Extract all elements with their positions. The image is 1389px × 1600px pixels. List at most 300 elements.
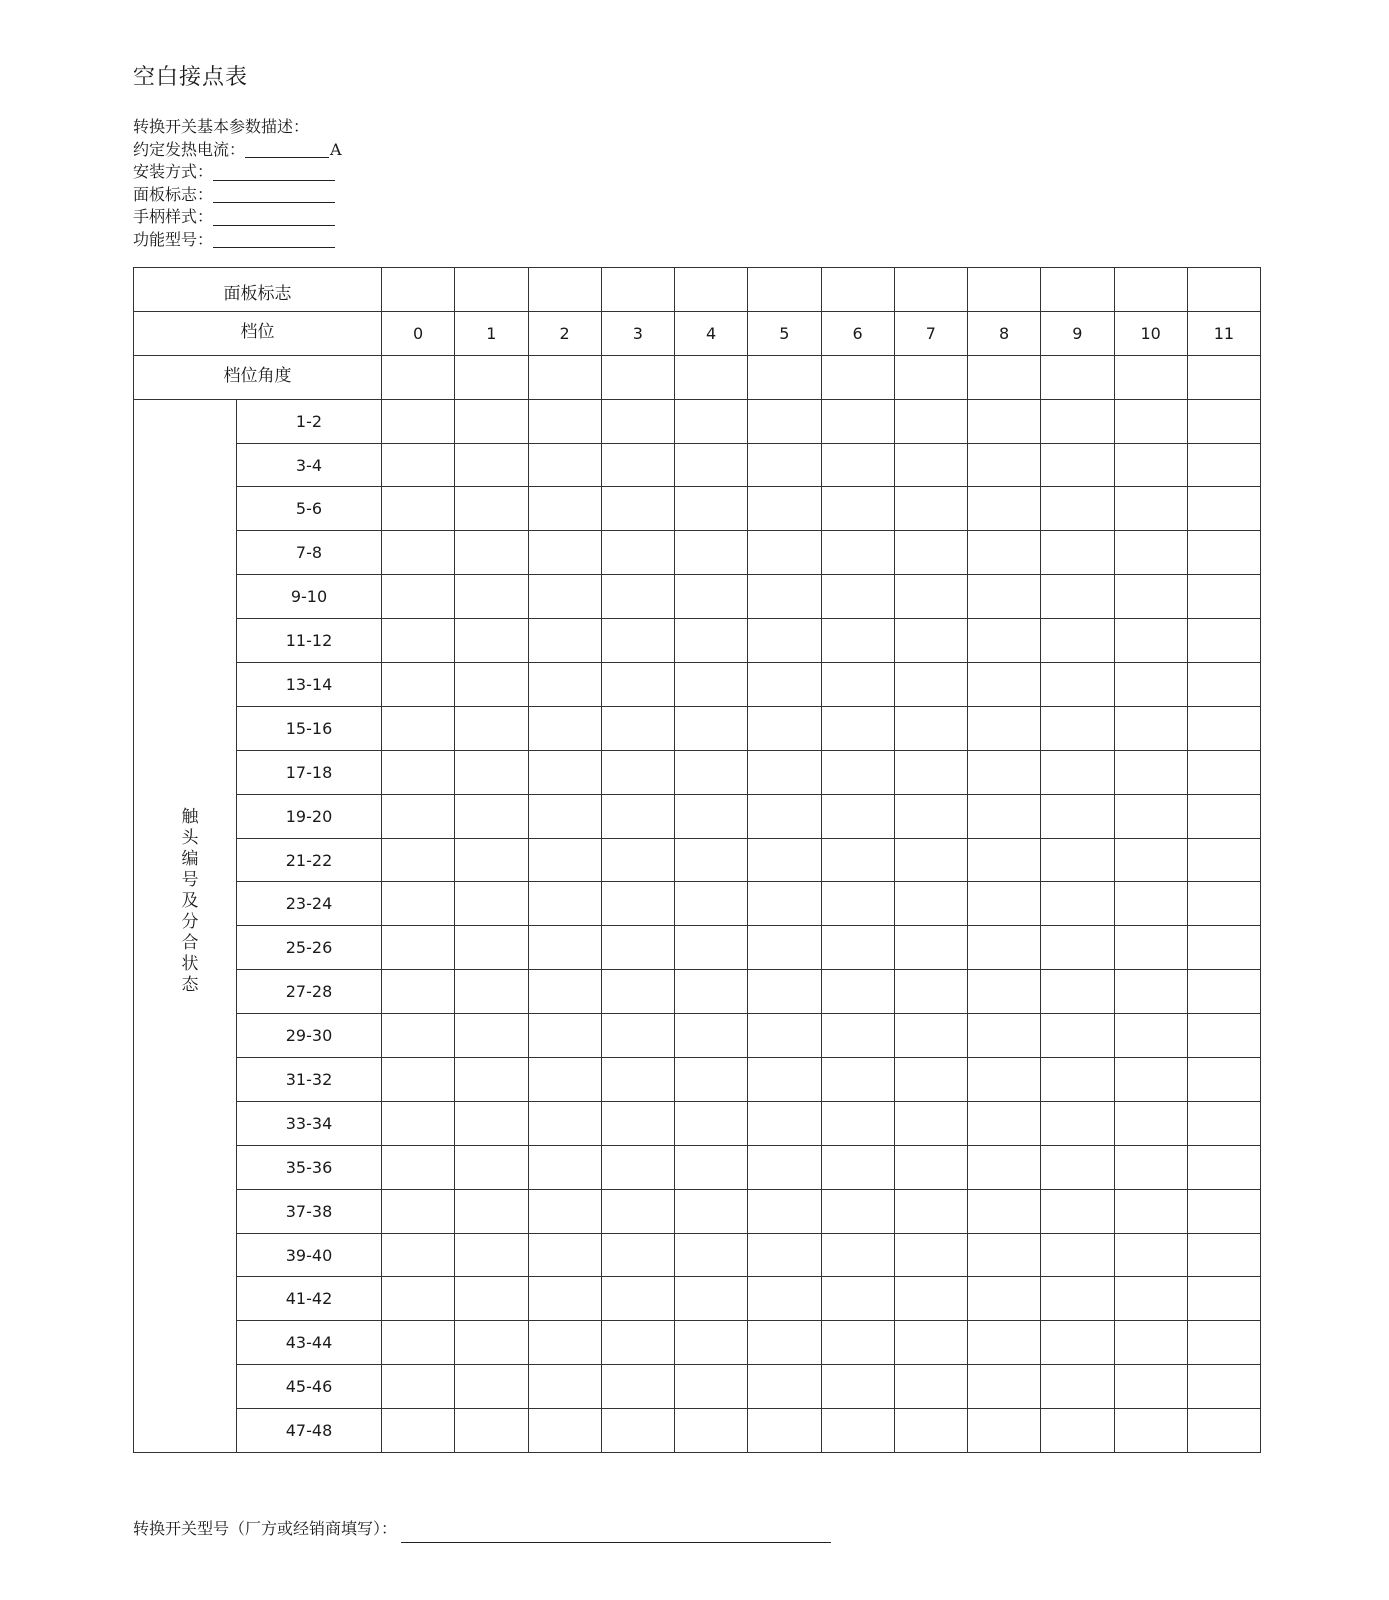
contact-state-cell[interactable] — [455, 838, 528, 882]
contact-state-cell[interactable] — [601, 1145, 674, 1189]
panel-mark-cell[interactable] — [1187, 268, 1260, 312]
contact-state-cell[interactable] — [528, 487, 601, 531]
contact-state-cell[interactable] — [1187, 970, 1260, 1014]
contact-state-cell[interactable] — [675, 1145, 748, 1189]
contact-state-cell[interactable] — [1114, 970, 1187, 1014]
contact-state-cell[interactable] — [968, 1277, 1041, 1321]
contact-state-cell[interactable] — [675, 663, 748, 707]
contact-state-cell[interactable] — [382, 1277, 455, 1321]
contact-state-cell[interactable] — [894, 750, 967, 794]
contact-state-cell[interactable] — [821, 794, 894, 838]
contact-state-cell[interactable] — [382, 1321, 455, 1365]
contact-state-cell[interactable] — [455, 794, 528, 838]
contact-state-cell[interactable] — [1187, 399, 1260, 443]
contact-state-cell[interactable] — [968, 1321, 1041, 1365]
contact-state-cell[interactable] — [601, 1409, 674, 1453]
contact-state-cell[interactable] — [968, 970, 1041, 1014]
contact-state-cell[interactable] — [1114, 531, 1187, 575]
contact-state-cell[interactable] — [601, 1321, 674, 1365]
contact-state-cell[interactable] — [601, 1101, 674, 1145]
contact-state-cell[interactable] — [382, 531, 455, 575]
contact-state-cell[interactable] — [455, 750, 528, 794]
contact-state-cell[interactable] — [601, 750, 674, 794]
contact-state-cell[interactable] — [821, 443, 894, 487]
contact-state-cell[interactable] — [1114, 1409, 1187, 1453]
contact-state-cell[interactable] — [675, 1277, 748, 1321]
contact-state-cell[interactable] — [748, 575, 821, 619]
contact-state-cell[interactable] — [675, 575, 748, 619]
contact-state-cell[interactable] — [675, 1189, 748, 1233]
contact-state-cell[interactable] — [382, 838, 455, 882]
contact-state-cell[interactable] — [968, 443, 1041, 487]
contact-state-cell[interactable] — [1041, 750, 1114, 794]
contact-state-cell[interactable] — [675, 706, 748, 750]
contact-state-cell[interactable] — [1187, 1014, 1260, 1058]
contact-state-cell[interactable] — [1114, 575, 1187, 619]
contact-state-cell[interactable] — [894, 1277, 967, 1321]
contact-state-cell[interactable] — [821, 1277, 894, 1321]
contact-state-cell[interactable] — [528, 531, 601, 575]
contact-state-cell[interactable] — [894, 1365, 967, 1409]
contact-state-cell[interactable] — [748, 706, 821, 750]
panel-mark-cell[interactable] — [1041, 268, 1114, 312]
contact-state-cell[interactable] — [1041, 794, 1114, 838]
contact-state-cell[interactable] — [894, 1233, 967, 1277]
contact-state-cell[interactable] — [1187, 1189, 1260, 1233]
contact-state-cell[interactable] — [528, 706, 601, 750]
contact-state-cell[interactable] — [528, 1014, 601, 1058]
panel-mark-cell[interactable] — [601, 268, 674, 312]
contact-state-cell[interactable] — [675, 619, 748, 663]
contact-state-cell[interactable] — [748, 970, 821, 1014]
contact-state-cell[interactable] — [1187, 706, 1260, 750]
contact-state-cell[interactable] — [455, 663, 528, 707]
contact-state-cell[interactable] — [894, 1058, 967, 1102]
contact-state-cell[interactable] — [1187, 794, 1260, 838]
contact-state-cell[interactable] — [894, 838, 967, 882]
contact-state-cell[interactable] — [601, 794, 674, 838]
contact-state-cell[interactable] — [821, 1189, 894, 1233]
contact-state-cell[interactable] — [601, 1277, 674, 1321]
contact-state-cell[interactable] — [528, 1365, 601, 1409]
contact-state-cell[interactable] — [1187, 575, 1260, 619]
mounting-field[interactable] — [213, 162, 335, 181]
contact-state-cell[interactable] — [455, 706, 528, 750]
contact-state-cell[interactable] — [968, 1101, 1041, 1145]
contact-state-cell[interactable] — [968, 487, 1041, 531]
contact-state-cell[interactable] — [1114, 443, 1187, 487]
contact-state-cell[interactable] — [1114, 1145, 1187, 1189]
contact-state-cell[interactable] — [528, 838, 601, 882]
contact-state-cell[interactable] — [382, 575, 455, 619]
panel-mark-cell[interactable] — [528, 268, 601, 312]
rated-current-field[interactable] — [245, 139, 329, 158]
contact-state-cell[interactable] — [821, 882, 894, 926]
contact-state-cell[interactable] — [601, 531, 674, 575]
contact-state-cell[interactable] — [528, 575, 601, 619]
contact-state-cell[interactable] — [821, 926, 894, 970]
contact-state-cell[interactable] — [821, 1233, 894, 1277]
contact-state-cell[interactable] — [821, 1365, 894, 1409]
contact-state-cell[interactable] — [528, 619, 601, 663]
contact-state-cell[interactable] — [1041, 399, 1114, 443]
contact-state-cell[interactable] — [675, 1014, 748, 1058]
contact-state-cell[interactable] — [968, 1014, 1041, 1058]
contact-state-cell[interactable] — [675, 399, 748, 443]
contact-state-cell[interactable] — [1187, 1101, 1260, 1145]
contact-state-cell[interactable] — [968, 1233, 1041, 1277]
contact-state-cell[interactable] — [601, 619, 674, 663]
contact-state-cell[interactable] — [528, 926, 601, 970]
contact-state-cell[interactable] — [821, 706, 894, 750]
contact-state-cell[interactable] — [382, 1409, 455, 1453]
contact-state-cell[interactable] — [748, 399, 821, 443]
contact-state-cell[interactable] — [1114, 1014, 1187, 1058]
angle-cell[interactable] — [675, 355, 748, 399]
panel-mark-cell[interactable] — [748, 268, 821, 312]
contact-state-cell[interactable] — [821, 838, 894, 882]
contact-state-cell[interactable] — [968, 750, 1041, 794]
contact-state-cell[interactable] — [455, 1101, 528, 1145]
contact-state-cell[interactable] — [1187, 1233, 1260, 1277]
contact-state-cell[interactable] — [1114, 619, 1187, 663]
contact-state-cell[interactable] — [1114, 1321, 1187, 1365]
contact-state-cell[interactable] — [382, 1233, 455, 1277]
contact-state-cell[interactable] — [455, 575, 528, 619]
contact-state-cell[interactable] — [1187, 619, 1260, 663]
contact-state-cell[interactable] — [1187, 1145, 1260, 1189]
angle-cell[interactable] — [821, 355, 894, 399]
contact-state-cell[interactable] — [382, 1189, 455, 1233]
contact-state-cell[interactable] — [894, 882, 967, 926]
contact-state-cell[interactable] — [455, 926, 528, 970]
panel-mark-cell[interactable] — [1114, 268, 1187, 312]
contact-state-cell[interactable] — [675, 750, 748, 794]
contact-state-cell[interactable] — [821, 1321, 894, 1365]
contact-state-cell[interactable] — [382, 487, 455, 531]
contact-state-cell[interactable] — [821, 663, 894, 707]
panel-mark-cell[interactable] — [968, 268, 1041, 312]
contact-state-cell[interactable] — [894, 1189, 967, 1233]
angle-cell[interactable] — [748, 355, 821, 399]
contact-state-cell[interactable] — [601, 970, 674, 1014]
contact-state-cell[interactable] — [455, 970, 528, 1014]
contact-state-cell[interactable] — [894, 926, 967, 970]
contact-state-cell[interactable] — [821, 531, 894, 575]
contact-state-cell[interactable] — [675, 970, 748, 1014]
contact-state-cell[interactable] — [528, 1233, 601, 1277]
contact-state-cell[interactable] — [894, 619, 967, 663]
contact-state-cell[interactable] — [455, 1409, 528, 1453]
contact-state-cell[interactable] — [601, 706, 674, 750]
contact-state-cell[interactable] — [675, 443, 748, 487]
contact-state-cell[interactable] — [748, 1321, 821, 1365]
function-model-field[interactable] — [213, 229, 335, 248]
contact-state-cell[interactable] — [1187, 750, 1260, 794]
contact-state-cell[interactable] — [968, 663, 1041, 707]
contact-state-cell[interactable] — [675, 1058, 748, 1102]
contact-state-cell[interactable] — [601, 399, 674, 443]
contact-state-cell[interactable] — [748, 750, 821, 794]
contact-state-cell[interactable] — [1041, 1145, 1114, 1189]
contact-state-cell[interactable] — [1041, 1233, 1114, 1277]
contact-state-cell[interactable] — [821, 750, 894, 794]
contact-state-cell[interactable] — [382, 619, 455, 663]
contact-state-cell[interactable] — [1041, 531, 1114, 575]
contact-state-cell[interactable] — [748, 882, 821, 926]
contact-state-cell[interactable] — [601, 1233, 674, 1277]
contact-state-cell[interactable] — [968, 1058, 1041, 1102]
contact-state-cell[interactable] — [382, 663, 455, 707]
contact-state-cell[interactable] — [455, 1321, 528, 1365]
contact-state-cell[interactable] — [675, 1409, 748, 1453]
contact-state-cell[interactable] — [601, 1058, 674, 1102]
contact-state-cell[interactable] — [675, 1101, 748, 1145]
angle-cell[interactable] — [601, 355, 674, 399]
contact-state-cell[interactable] — [821, 1145, 894, 1189]
angle-cell[interactable] — [1187, 355, 1260, 399]
contact-state-cell[interactable] — [382, 399, 455, 443]
contact-state-cell[interactable] — [1041, 1277, 1114, 1321]
contact-state-cell[interactable] — [894, 399, 967, 443]
contact-state-cell[interactable] — [528, 399, 601, 443]
contact-state-cell[interactable] — [1114, 926, 1187, 970]
contact-state-cell[interactable] — [821, 619, 894, 663]
contact-state-cell[interactable] — [894, 443, 967, 487]
contact-state-cell[interactable] — [748, 619, 821, 663]
contact-state-cell[interactable] — [675, 531, 748, 575]
contact-state-cell[interactable] — [1187, 487, 1260, 531]
panel-mark-cell[interactable] — [675, 268, 748, 312]
contact-state-cell[interactable] — [1187, 1277, 1260, 1321]
contact-state-cell[interactable] — [1041, 619, 1114, 663]
contact-state-cell[interactable] — [821, 1058, 894, 1102]
contact-state-cell[interactable] — [968, 1409, 1041, 1453]
contact-state-cell[interactable] — [528, 882, 601, 926]
contact-state-cell[interactable] — [1041, 1058, 1114, 1102]
contact-state-cell[interactable] — [894, 970, 967, 1014]
contact-state-cell[interactable] — [455, 1189, 528, 1233]
panel-mark-cell[interactable] — [821, 268, 894, 312]
contact-state-cell[interactable] — [382, 1365, 455, 1409]
contact-state-cell[interactable] — [968, 575, 1041, 619]
contact-state-cell[interactable] — [601, 1365, 674, 1409]
contact-state-cell[interactable] — [382, 750, 455, 794]
contact-state-cell[interactable] — [382, 706, 455, 750]
contact-state-cell[interactable] — [601, 882, 674, 926]
contact-state-cell[interactable] — [1187, 1409, 1260, 1453]
contact-state-cell[interactable] — [748, 1014, 821, 1058]
contact-state-cell[interactable] — [1187, 1321, 1260, 1365]
handle-style-field[interactable] — [213, 207, 335, 226]
contact-state-cell[interactable] — [528, 970, 601, 1014]
angle-cell[interactable] — [455, 355, 528, 399]
contact-state-cell[interactable] — [601, 1014, 674, 1058]
contact-state-cell[interactable] — [382, 794, 455, 838]
contact-state-cell[interactable] — [968, 619, 1041, 663]
contact-state-cell[interactable] — [382, 1058, 455, 1102]
contact-state-cell[interactable] — [894, 1145, 967, 1189]
contact-state-cell[interactable] — [675, 1365, 748, 1409]
contact-state-cell[interactable] — [455, 1014, 528, 1058]
contact-state-cell[interactable] — [601, 1189, 674, 1233]
contact-state-cell[interactable] — [1041, 838, 1114, 882]
contact-state-cell[interactable] — [528, 1058, 601, 1102]
contact-state-cell[interactable] — [1187, 1058, 1260, 1102]
contact-state-cell[interactable] — [748, 1365, 821, 1409]
contact-state-cell[interactable] — [968, 531, 1041, 575]
contact-state-cell[interactable] — [528, 1189, 601, 1233]
contact-state-cell[interactable] — [748, 1277, 821, 1321]
contact-state-cell[interactable] — [1041, 1409, 1114, 1453]
angle-cell[interactable] — [528, 355, 601, 399]
contact-state-cell[interactable] — [1114, 663, 1187, 707]
contact-state-cell[interactable] — [382, 1014, 455, 1058]
contact-state-cell[interactable] — [821, 487, 894, 531]
contact-state-cell[interactable] — [455, 1145, 528, 1189]
contact-state-cell[interactable] — [748, 663, 821, 707]
contact-state-cell[interactable] — [455, 1058, 528, 1102]
contact-state-cell[interactable] — [382, 926, 455, 970]
contact-state-cell[interactable] — [601, 663, 674, 707]
contact-state-cell[interactable] — [821, 1014, 894, 1058]
contact-state-cell[interactable] — [968, 1365, 1041, 1409]
contact-state-cell[interactable] — [748, 1058, 821, 1102]
contact-state-cell[interactable] — [601, 575, 674, 619]
contact-state-cell[interactable] — [528, 1321, 601, 1365]
contact-state-cell[interactable] — [601, 926, 674, 970]
contact-state-cell[interactable] — [675, 926, 748, 970]
contact-state-cell[interactable] — [1187, 838, 1260, 882]
contact-state-cell[interactable] — [382, 970, 455, 1014]
contact-state-cell[interactable] — [1187, 531, 1260, 575]
contact-state-cell[interactable] — [894, 794, 967, 838]
contact-state-cell[interactable] — [1187, 1365, 1260, 1409]
contact-state-cell[interactable] — [748, 838, 821, 882]
contact-state-cell[interactable] — [675, 882, 748, 926]
contact-state-cell[interactable] — [1041, 1014, 1114, 1058]
contact-state-cell[interactable] — [968, 926, 1041, 970]
contact-state-cell[interactable] — [1114, 399, 1187, 443]
contact-state-cell[interactable] — [894, 1321, 967, 1365]
contact-state-cell[interactable] — [968, 1145, 1041, 1189]
angle-cell[interactable] — [382, 355, 455, 399]
contact-state-cell[interactable] — [748, 487, 821, 531]
contact-state-cell[interactable] — [528, 1145, 601, 1189]
contact-state-cell[interactable] — [1041, 706, 1114, 750]
contact-state-cell[interactable] — [894, 1409, 967, 1453]
contact-state-cell[interactable] — [894, 575, 967, 619]
contact-state-cell[interactable] — [1041, 1189, 1114, 1233]
contact-state-cell[interactable] — [1041, 487, 1114, 531]
contact-state-cell[interactable] — [821, 399, 894, 443]
contact-state-cell[interactable] — [894, 531, 967, 575]
contact-state-cell[interactable] — [455, 882, 528, 926]
contact-state-cell[interactable] — [455, 487, 528, 531]
contact-state-cell[interactable] — [894, 706, 967, 750]
contact-state-cell[interactable] — [455, 443, 528, 487]
contact-state-cell[interactable] — [675, 838, 748, 882]
contact-state-cell[interactable] — [455, 531, 528, 575]
contact-state-cell[interactable] — [675, 1321, 748, 1365]
contact-state-cell[interactable] — [1114, 838, 1187, 882]
contact-state-cell[interactable] — [1041, 575, 1114, 619]
contact-state-cell[interactable] — [528, 443, 601, 487]
panel-mark-field[interactable] — [213, 184, 335, 203]
contact-state-cell[interactable] — [455, 1277, 528, 1321]
contact-state-cell[interactable] — [748, 443, 821, 487]
contact-state-cell[interactable] — [675, 794, 748, 838]
contact-state-cell[interactable] — [601, 487, 674, 531]
contact-state-cell[interactable] — [1114, 1365, 1187, 1409]
contact-state-cell[interactable] — [675, 1233, 748, 1277]
contact-state-cell[interactable] — [894, 1101, 967, 1145]
contact-state-cell[interactable] — [748, 1409, 821, 1453]
contact-state-cell[interactable] — [1114, 706, 1187, 750]
angle-cell[interactable] — [1041, 355, 1114, 399]
contact-state-cell[interactable] — [528, 1101, 601, 1145]
contact-state-cell[interactable] — [968, 882, 1041, 926]
contact-state-cell[interactable] — [1041, 1321, 1114, 1365]
angle-cell[interactable] — [968, 355, 1041, 399]
contact-state-cell[interactable] — [1114, 1101, 1187, 1145]
contact-state-cell[interactable] — [382, 443, 455, 487]
contact-state-cell[interactable] — [1114, 1189, 1187, 1233]
contact-state-cell[interactable] — [382, 1101, 455, 1145]
contact-state-cell[interactable] — [1041, 1101, 1114, 1145]
contact-state-cell[interactable] — [455, 1365, 528, 1409]
contact-state-cell[interactable] — [528, 794, 601, 838]
contact-state-cell[interactable] — [821, 1101, 894, 1145]
contact-state-cell[interactable] — [1187, 443, 1260, 487]
contact-state-cell[interactable] — [968, 706, 1041, 750]
contact-state-cell[interactable] — [1187, 663, 1260, 707]
contact-state-cell[interactable] — [455, 1233, 528, 1277]
contact-state-cell[interactable] — [821, 1409, 894, 1453]
contact-state-cell[interactable] — [748, 1101, 821, 1145]
contact-state-cell[interactable] — [601, 838, 674, 882]
contact-state-cell[interactable] — [1114, 794, 1187, 838]
contact-state-cell[interactable] — [1041, 926, 1114, 970]
contact-state-cell[interactable] — [894, 663, 967, 707]
contact-state-cell[interactable] — [1114, 1277, 1187, 1321]
contact-state-cell[interactable] — [1187, 926, 1260, 970]
contact-state-cell[interactable] — [528, 750, 601, 794]
contact-state-cell[interactable] — [1041, 663, 1114, 707]
contact-state-cell[interactable] — [748, 926, 821, 970]
contact-state-cell[interactable] — [675, 487, 748, 531]
contact-state-cell[interactable] — [748, 531, 821, 575]
contact-state-cell[interactable] — [455, 619, 528, 663]
contact-state-cell[interactable] — [968, 399, 1041, 443]
contact-state-cell[interactable] — [821, 575, 894, 619]
contact-state-cell[interactable] — [1041, 443, 1114, 487]
angle-cell[interactable] — [1114, 355, 1187, 399]
contact-state-cell[interactable] — [894, 487, 967, 531]
contact-state-cell[interactable] — [1114, 1233, 1187, 1277]
contact-state-cell[interactable] — [1114, 882, 1187, 926]
contact-state-cell[interactable] — [1041, 882, 1114, 926]
contact-state-cell[interactable] — [382, 882, 455, 926]
contact-state-cell[interactable] — [894, 1014, 967, 1058]
contact-state-cell[interactable] — [821, 970, 894, 1014]
contact-state-cell[interactable] — [968, 1189, 1041, 1233]
contact-state-cell[interactable] — [1114, 1058, 1187, 1102]
contact-state-cell[interactable] — [455, 399, 528, 443]
panel-mark-cell[interactable] — [382, 268, 455, 312]
contact-state-cell[interactable] — [528, 1277, 601, 1321]
panel-mark-cell[interactable] — [455, 268, 528, 312]
